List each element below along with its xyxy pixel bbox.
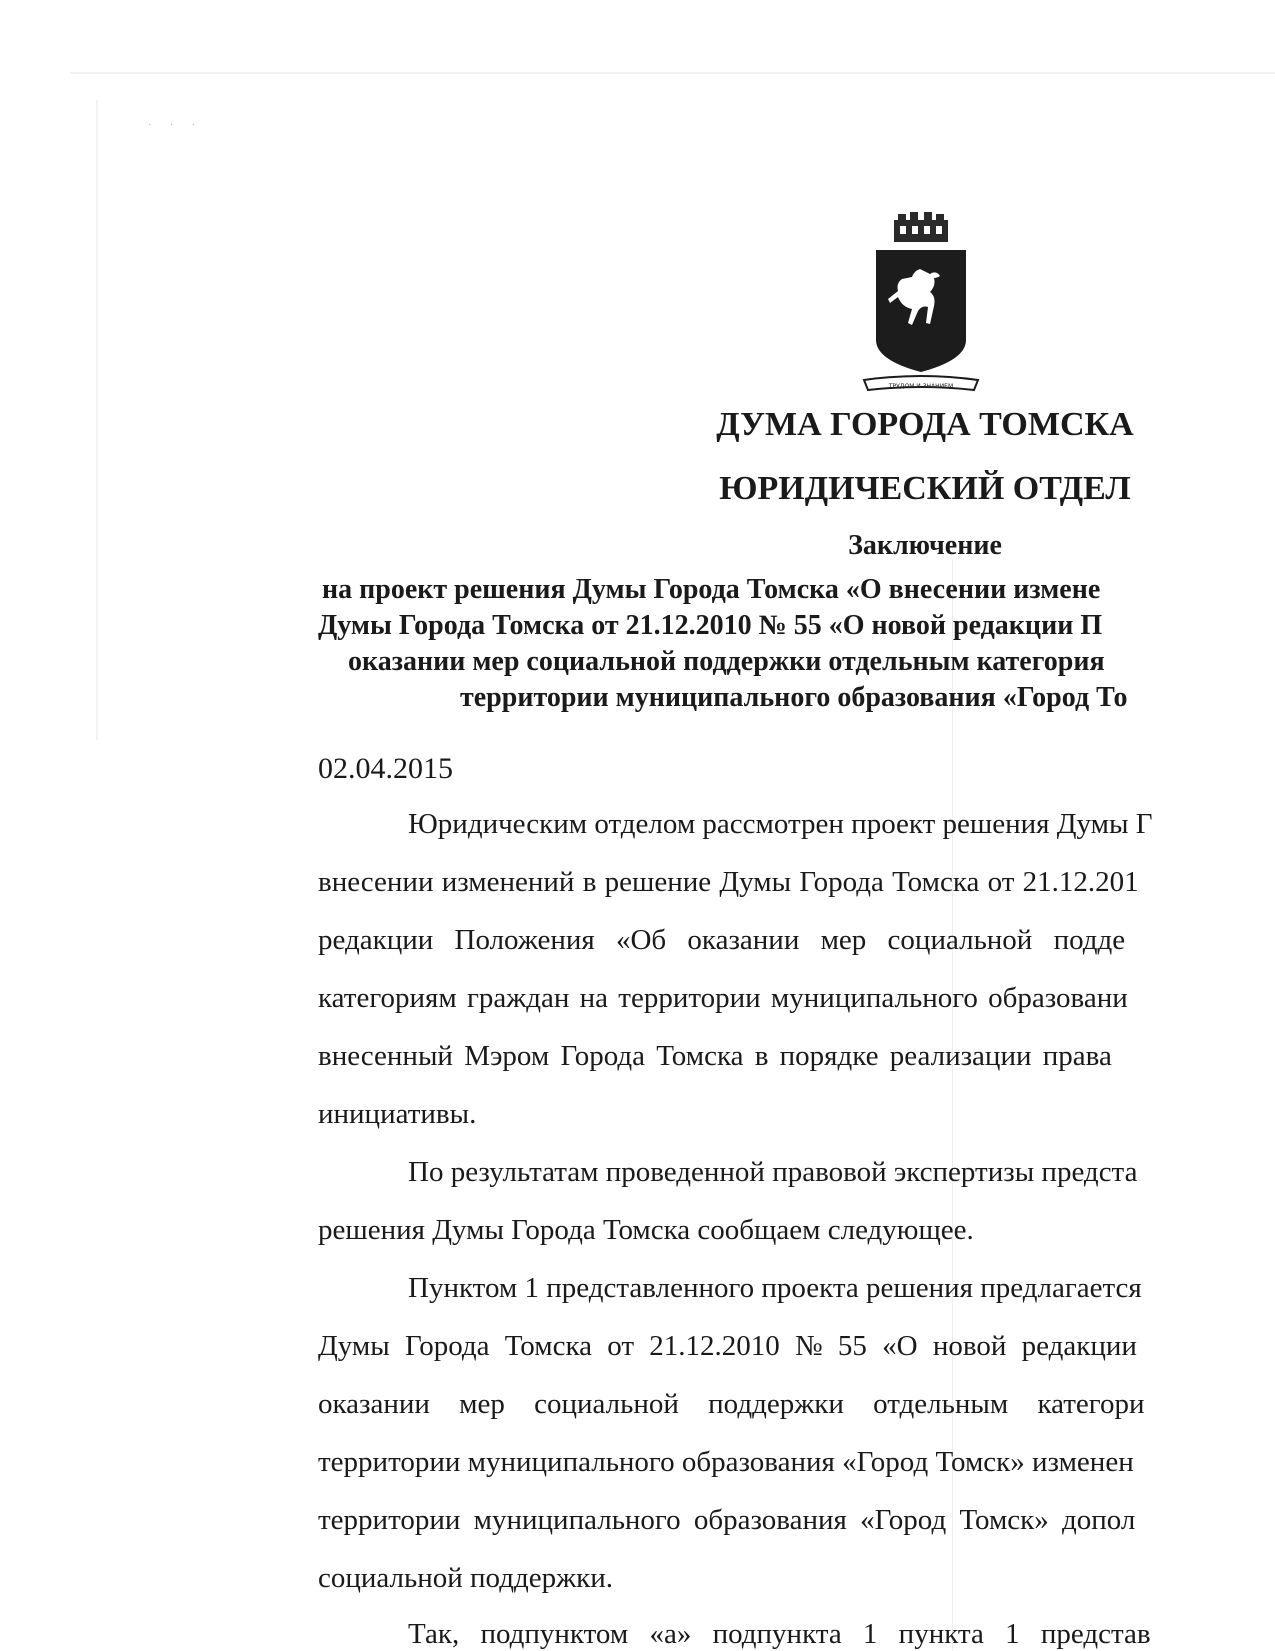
body-line: инициативы. — [318, 1098, 477, 1130]
title-line-4: территории муниципального образования «Город То — [460, 682, 1128, 713]
body-line: По результатам проведенной правовой экспертизы предста — [408, 1156, 1138, 1188]
body-line: редакции Положения «Об оказании мер социальной подде — [318, 924, 1126, 956]
body-line: внесении изменений в решение Думы Города Томска от 21.12.201 — [318, 866, 1139, 898]
department-name: ЮРИДИЧЕСКИЙ ОТДЕЛ — [719, 470, 1131, 507]
body-line: социальной поддержки. — [318, 1562, 613, 1594]
scan-fold-line — [952, 560, 953, 1650]
body-line: Так, подпунктом «а» подпункта 1 пункта 1 представ — [408, 1618, 1151, 1650]
body-line: оказании мер социальной поддержки отдельным категори — [318, 1388, 1145, 1420]
document-date: 02.04.2015 — [318, 752, 453, 785]
document-type: Заключение — [848, 530, 1002, 561]
title-line-1: на проект решения Думы Города Томска «О внесении измене — [322, 574, 1101, 605]
org-name: ДУМА ГОРОДА ТОМСКА — [716, 406, 1134, 443]
body-line: Пунктом 1 представленного проекта решения предлагается — [408, 1272, 1142, 1304]
tomsk-horse-icon — [858, 212, 984, 412]
title-line-3: оказании мер социальной поддержки отдельным категория — [348, 646, 1105, 677]
scan-border-left — [96, 100, 98, 740]
scan-border-top — [70, 72, 1275, 74]
body-line: Юридическим отделом рассмотрен проект решения Думы Г — [408, 808, 1153, 840]
title-line-2: Думы Города Томска от 21.12.2010 № 55 «О новой редакции П — [318, 610, 1103, 641]
body-line: категориям граждан на территории муниципального образовани — [318, 982, 1128, 1014]
body-line: территории муниципального образования «Город Томск» изменен — [318, 1446, 1134, 1478]
body-line: территории муниципального образования «Город Томск» допол — [318, 1504, 1136, 1536]
coat-of-arms-emblem — [858, 212, 984, 412]
scan-specks: · · · — [148, 120, 203, 131]
body-line: решения Думы Города Томска сообщаем следующее. — [318, 1214, 974, 1246]
body-line: внесенный Мэром Города Томска в порядке реализации права — [318, 1040, 1112, 1072]
emblem-motto: ТРУДОМ И ЗНАНИЕМ — [888, 383, 954, 390]
body-line: Думы Города Томска от 21.12.2010 № 55 «О новой редакции — [318, 1330, 1137, 1362]
